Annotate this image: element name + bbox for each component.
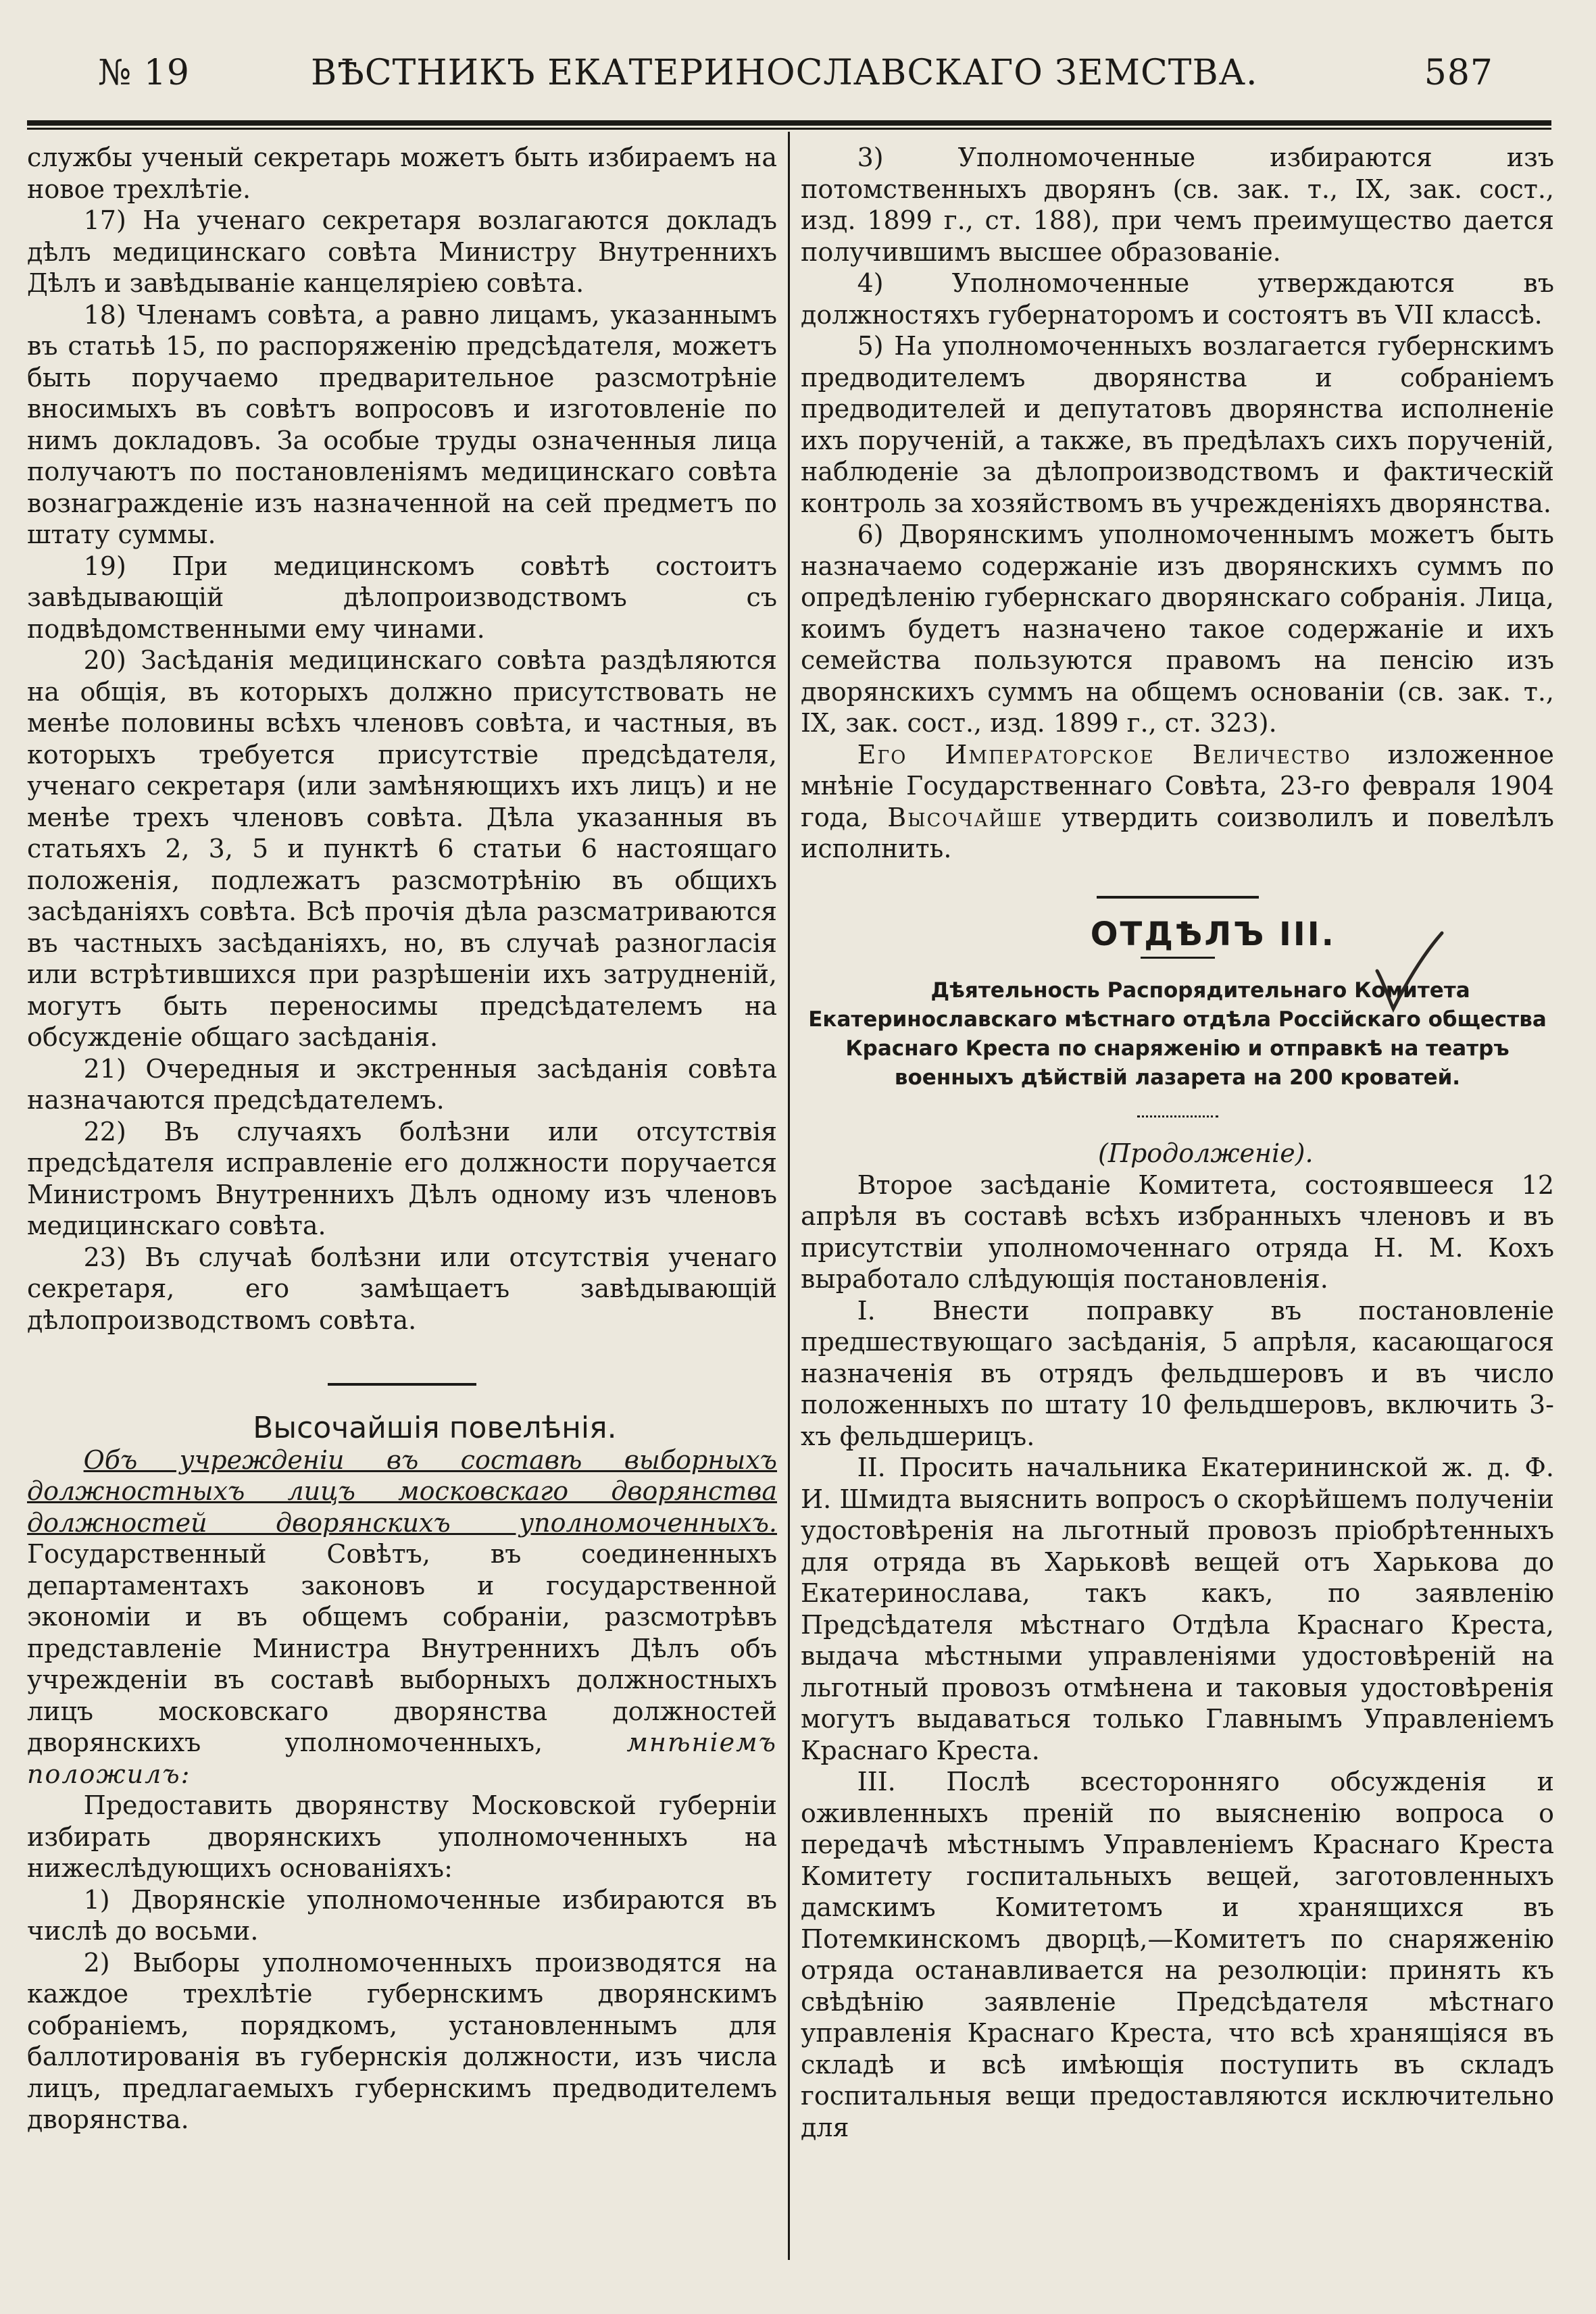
department-title: ОТДѢЛЪ III. (1090, 915, 1336, 953)
paragraph: службы ученый секретарь можетъ быть избираемъ на новое трехлѣтіе. (27, 143, 777, 204)
decree-opinion: мнѣніемъ положилъ: (27, 1728, 777, 1789)
journal-title: ВѢСТНИКЪ ЕКАТЕРИНОСЛАВСКАГО ЗЕМСТВА. (311, 53, 1258, 93)
decree-paragraph (27, 1444, 777, 1790)
paragraph: 20) Засѣданія медицинскаго совѣта раздѣляются на общія, въ которыхъ должно присутствовать не менѣе половины всѣхъ членовъ совѣта, и частныя, въ которыхъ требуется присутствіе предсѣдателя, ученаго секретаря (или замѣняющихъ ихъ лицъ) и не менѣе трехъ членовъ совѣта. Дѣла указанныя въ статьяхъ 2, 3, 5 и пунктѣ 6 статьи 6 настоящаго положенія, подлежатъ разсмотрѣнію въ общихъ засѣданіяхъ совѣта. Всѣ прочія дѣла разсматриваются въ частныхъ засѣданіяхъ, но, въ случаѣ разногласія или встрѣтившихся при разрѣшеніи ихъ затрудненій, могутъ быть переносимы предсѣдателемъ на обсужденіе общаго засѣданія. (27, 645, 777, 1052)
paragraph: 17) На ученаго секретаря возлагаются докладъ дѣлъ медицинскаго совѣта Министру Внутреннихъ Дѣлъ и завѣдываніе канцеляріею совѣта. (27, 205, 777, 298)
imperial-title: Его Императорское Величество (857, 739, 1351, 770)
header-double-rule (27, 120, 1551, 130)
continuation-label: (Продолженіе). (1098, 1138, 1314, 1168)
paragraph: 23) Въ случаѣ болѣзни или отсутствія ученаго секретаря, его замѣщаетъ завѣдывающій дѣлопроизводствомъ совѣта. (27, 1242, 777, 1335)
column-divider (788, 132, 790, 2260)
dotted-divider (1137, 1115, 1218, 1117)
paragraph: II. Просить начальника Екатерининской ж. д. Ф. И. Шмидта выяснить вопросъ о скорѣйшемъ полученіи удостовѣренія на льготный провозъ пріобрѣтенныхъ для отряда въ Харьковѣ вещей отъ Харькова до Екатеринослава, такъ какъ, по заявленію Предсѣдателя мѣстнаго Отдѣла Краснаго Креста, выдача мѣстными управленіями удостовѣреній на льготный провозъ отмѣнена и таковыя удостовѣренія могутъ выдаваться только Главнымъ Управленіемъ Краснаго Креста. (801, 1453, 1554, 1765)
paragraph: 2) Выборы уполномоченныхъ производятся на каждое трехлѣтіе губернскимъ дворянскимъ собраніемъ, порядкомъ, установленнымъ для баллотированія въ губернскія должности, изъ числа лицъ, предлагаемыхъ губернскимъ предводителемъ дворянства. (27, 1947, 777, 2134)
left-column (27, 142, 777, 2257)
paragraph: Предоставить дворянству Московской губерніи избирать дворянскихъ уполномоченныхъ на нижеслѣдующихъ основаніяхъ: (27, 1790, 777, 1883)
paragraph: III. Послѣ всесторонняго обсужденія и оживленныхъ преній по выясненію вопроса о передачѣ мѣстнымъ Управленіемъ Краснаго Креста Комитету госпитальныхъ вещей, заготовленныхъ дамскимъ Комитетомъ и хранящихся въ Потемкинскомъ дворцѣ,—Комитетъ по снаряженію отряда останавливается на резолюціи: принять къ свѣдѣнію заявленіе Предсѣдателя мѣстнаго управленія Краснаго Креста, что всѣ хранящіяся въ складѣ и всѣ имѣющія поступить въ складъ госпитальныя вещи предоставляются исключительно для (801, 1767, 1554, 2142)
imperial-highest: Высочайше (887, 802, 1043, 832)
paragraph: 4) Уполномоченные утверждаются въ должностяхъ губернаторомъ и состоятъ въ VII классѣ. (801, 268, 1554, 330)
paragraph: 18) Членамъ совѣта, а равно лицамъ, указаннымъ въ статьѣ 15, по распоряженію предсѣдателя, можетъ быть поручаемо предварительное разсмотрѣніе вносимыхъ въ совѣтъ вопросовъ и изготовленіе по нимъ докладовъ. За особые труды означенныя лица получаютъ по постановленіямъ медицинскаго совѣта вознагражденіе изъ назначенной на сей предметъ по штату суммы. (27, 299, 777, 549)
paragraph: 6) Дворянскимъ уполномоченнымъ можетъ быть назначаемо содержаніе изъ дворянскихъ суммъ по опредѣленію губернскаго дворянскаго собранія. Лица, коимъ будетъ назначено такое содержаніе и ихъ семейства пользуются правомъ на пенсію изъ дворянскихъ суммъ на общемъ основаніи (св. зак. т., IX, зак. сост., изд. 1899 г., ст. 323). (801, 520, 1554, 738)
imperial-approval (801, 739, 1554, 865)
paragraph: 19) При медицинскомъ совѣтѣ состоитъ завѣдывающій дѣлопроизводствомъ съ подвѣдомственными ему чинами. (27, 551, 777, 644)
department-subtitle: Дѣятельность Распорядительнаго Комитета Екатеринославскаго мѣстнаго отдѣла Россійскаго общества Краснаго Креста по снаряженію и отправкѣ на театръ военныхъ дѣйствій лазарета на 200 кроватей. (808, 978, 1547, 1090)
department-divider (1097, 896, 1259, 899)
running-header (27, 53, 1568, 107)
imperial-text: изложенное мнѣніе Государственнаго Совѣта, 23-го февраля 1904 года, (801, 739, 1554, 832)
paragraph: 22) Въ случаяхъ болѣзни или отсутствія предсѣдателя исправленіе его должности поручается Министромъ Внутреннихъ Дѣлъ одному изъ членовъ медицинскаго совѣта. (27, 1116, 777, 1240)
decree-title: Объ учрежденіи въ составѣ выборныхъ должностныхъ лицъ московскаго дворянства должностей дворянскихъ уполномоченныхъ. (27, 1444, 777, 1538)
imperial-end: утвердить соизволилъ и повелѣлъ исполнить. (801, 802, 1554, 863)
section-heading: Высочайшія повелѣнія. (253, 1411, 617, 1445)
paragraph: 5) На уполномоченныхъ возлагается губернскимъ предводителемъ дворянства и собраніемъ предводителей и депутатовъ дворянства исполненіе ихъ порученій, а также, въ предѣлахъ сихъ порученій, наблюденіе за дѣлопроизводствомъ и фактическій контроль за хозяйствомъ въ учрежденіяхъ дворянства. (801, 331, 1554, 518)
paragraph: Второе засѣданіе Комитета, состоявшееся 12 апрѣля въ составѣ всѣхъ избранныхъ членовъ и въ присутствіи уполномоченнаго отряда Н. М. Кохъ выработало слѣдующія постановленія. (801, 1169, 1554, 1294)
paragraph: 3) Уполномоченные избираются изъ потомственныхъ дворянъ (св. зак. т., IX, зак. сост., изд. 1899 г., ст. 188), при чемъ преимущество дается получившимъ высшее образованіе. (801, 143, 1554, 267)
handwritten-checkmark-icon (1372, 929, 1446, 1017)
paragraph: I. Внести поправку въ постановленіе предшествующаго засѣданія, 5 апрѣля, касающагося назначенія въ отрядъ фельдшеровъ и въ число положенныхъ по штату 10 фельдшеровъ, включить 3-хъ фельдшерицъ. (801, 1295, 1554, 1451)
right-column (801, 142, 1554, 2257)
decree-body: Государственный Совѣтъ, въ соединенныхъ департаментахъ законовъ и государственной экономіи и въ общемъ собраніи, разсмотрѣвъ представленіе Министра Внутреннихъ Дѣлъ объ учрежденіи въ составѣ выборныхъ должностныхъ лицъ московскаго дворянства должностей дворянскихъ уполномоченныхъ, (27, 1539, 777, 1757)
department-underline (1141, 957, 1215, 959)
page-number: 587 (1424, 53, 1493, 93)
paragraph: 21) Очередныя и экстренныя засѣданія совѣта назначаются предсѣдателемъ. (27, 1053, 777, 1115)
issue-number: № 19 (98, 53, 190, 93)
section-divider (328, 1383, 476, 1386)
paragraph: 1) Дворянскіе уполномоченные избираются въ числѣ до восьми. (27, 1884, 777, 1946)
